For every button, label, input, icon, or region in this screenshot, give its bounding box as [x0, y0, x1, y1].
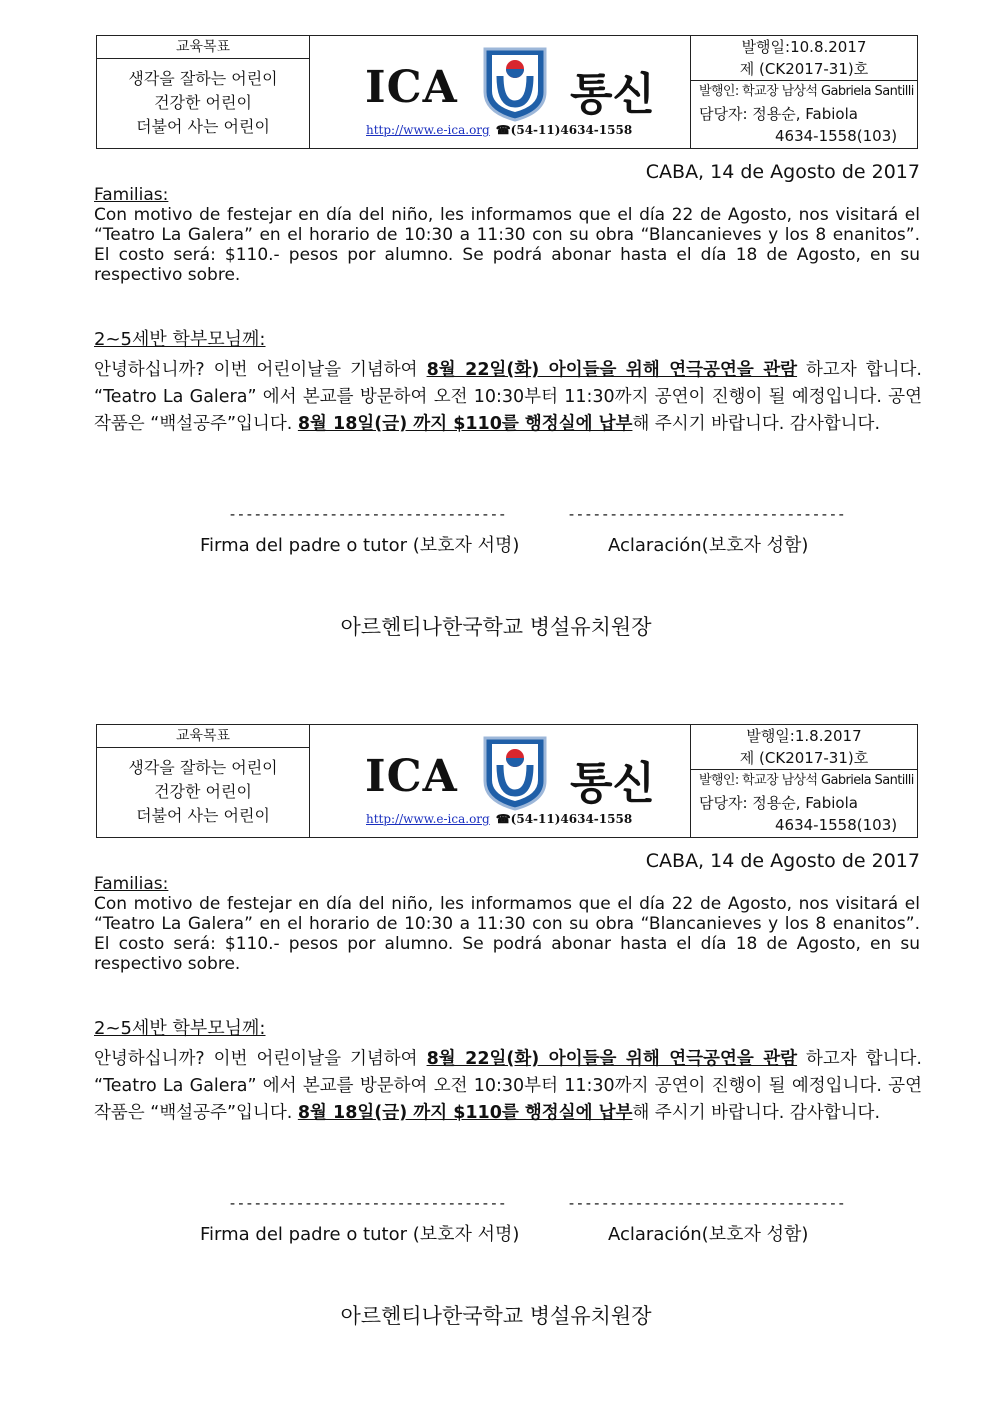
publisher: 발행인: 학교장 남상석 Gabriela Santilli: [699, 84, 914, 99]
signature-line: ---------------------------------: [228, 1194, 507, 1212]
contact-person: 담당자: 정용순, Fabiola: [699, 105, 858, 123]
contact-phone: 4634-1558(103): [775, 816, 898, 834]
korean-highlight-2: 8월 18일(금) 까지 $110를 행정실에 납부: [297, 414, 633, 434]
contact-phone: 4634-1558(103): [775, 127, 898, 145]
goals-list: [97, 748, 309, 828]
letter-date: CABA, 14 de Agosto de 2017: [645, 161, 920, 183]
phone-number: ☎(54-11)4634-1558: [495, 123, 633, 137]
school-signature: 아르헨티나한국학교 병설유치원장: [340, 1304, 652, 1328]
goal-item: 건강한 어린이: [154, 782, 252, 801]
goal-item: 더불어 사는 어린이: [136, 117, 270, 136]
issue-number: 제 (CK2017-31)호: [691, 747, 917, 770]
korean-highlight-2: 8월 18일(금) 까지 $110를 행정실에 납부: [297, 1103, 633, 1123]
signature-line: ---------------------------------: [228, 505, 507, 523]
korean-text: 하고자 합니다. “Teatro La Galera” 에서 본교를 방문하여 오전 10:30부터 11:30까지 공연이 진행이 될 예정입니다. 공연작품은 “백설공주”입니다.: [94, 1049, 922, 1123]
issue-cell: [690, 725, 917, 837]
korean-body: [94, 1046, 922, 1127]
website-link[interactable]: http://www.e-ica.org: [366, 812, 490, 826]
spanish-greeting: Familias:: [94, 185, 169, 205]
goals-title: 교육목표: [97, 725, 309, 748]
brand-title: ICA: [365, 751, 458, 802]
korean-text: 해 주시기 바랍니다. 감사합니다.: [632, 1103, 881, 1123]
spanish-body: Con motivo de festejar en día del niño, les informamos que el día 22 de Agosto, nos visitará el “Teatro La Galera” en el horario de 10:30 a 11:30 con su obra “Blancanieves y los 8 enanitos”. El costo será: $110.- pesos por alumno. Se podrá abonar hasta el día 18 de Agosto, en su respectivo sobre.: [94, 894, 920, 974]
spanish-section: [94, 874, 920, 974]
goals-cell: [97, 725, 310, 837]
issue-number: 제 (CK2017-31)호: [691, 58, 917, 81]
goal-item: 건강한 어린이: [154, 93, 252, 112]
korean-text: 안녕하십니까? 이번 어린이날을 기념하여: [94, 360, 427, 380]
signature-label: Firma del padre o tutor (보호자 서명): [200, 1224, 520, 1245]
school-signature: 아르헨티나한국학교 병설유치원장: [340, 615, 652, 639]
spanish-greeting: Familias:: [94, 874, 169, 894]
brand-korean: 통신: [570, 69, 656, 120]
contact-person: 담당자: 정용순, Fabiola: [699, 794, 858, 812]
brand-cell: [310, 725, 690, 837]
korean-greeting: 2~5세반 학부모님께:: [94, 329, 266, 350]
korean-greeting: 2~5세반 학부모님께:: [94, 1018, 266, 1039]
letter-date: CABA, 14 de Agosto de 2017: [645, 850, 920, 872]
name-label: Aclaración(보호자 성함): [608, 1224, 809, 1245]
brand-korean: 통신: [570, 758, 656, 809]
school-logo-icon: [482, 46, 548, 122]
website-link[interactable]: http://www.e-ica.org: [366, 123, 490, 137]
publisher: 발행인: 학교장 남상석 Gabriela Santilli: [699, 773, 914, 788]
goal-item: 생각을 잘하는 어린이: [128, 758, 278, 777]
korean-text: 하고자 합니다. “Teatro La Galera” 에서 본교를 방문하여 오전 10:30부터 11:30까지 공연이 진행이 될 예정입니다. 공연작품은 “백설공주”입니다.: [94, 360, 922, 434]
signature-label: Firma del padre o tutor (보호자 서명): [200, 535, 520, 556]
spanish-section: [94, 185, 920, 285]
goal-item: 생각을 잘하는 어린이: [128, 69, 278, 88]
notice-2: [0, 724, 992, 1384]
contact-line: [366, 812, 632, 826]
contact-line: [366, 123, 632, 137]
name-line: ---------------------------------: [567, 1194, 846, 1212]
name-label: Aclaración(보호자 성함): [608, 535, 809, 556]
goal-item: 더불어 사는 어린이: [136, 806, 270, 825]
name-line: ---------------------------------: [567, 505, 846, 523]
korean-highlight-1: 8월 22일(화) 아이들을 위해 연극공연을 관람: [426, 360, 798, 380]
korean-body: [94, 357, 922, 438]
goals-list: [97, 59, 309, 139]
brand-title: ICA: [365, 62, 458, 113]
spanish-body: Con motivo de festejar en día del niño, les informamos que el día 22 de Agosto, nos visitará el “Teatro La Galera” en el horario de 10:30 a 11:30 con su obra “Blancanieves y los 8 enanitos”. El costo será: $110.- pesos por alumno. Se podrá abonar hasta el día 18 de Agosto, en su respectivo sobre.: [94, 205, 920, 285]
goals-title: 교육목표: [97, 36, 309, 59]
issue-date: 발행일:10.8.2017: [741, 38, 867, 56]
issue-date: 발행일:1.8.2017: [746, 727, 862, 745]
korean-highlight-1: 8월 22일(화) 아이들을 위해 연극공연을 관람: [426, 1049, 798, 1069]
goals-cell: [97, 36, 310, 148]
header-table: [96, 35, 918, 149]
notice-1: [0, 35, 992, 695]
korean-text: 해 주시기 바랍니다. 감사합니다.: [632, 414, 881, 434]
korean-text: 안녕하십니까? 이번 어린이날을 기념하여: [94, 1049, 427, 1069]
brand-cell: [310, 36, 690, 148]
phone-number: ☎(54-11)4634-1558: [495, 812, 633, 826]
issue-cell: [690, 36, 917, 148]
school-logo-icon: [482, 735, 548, 811]
header-table: [96, 724, 918, 838]
